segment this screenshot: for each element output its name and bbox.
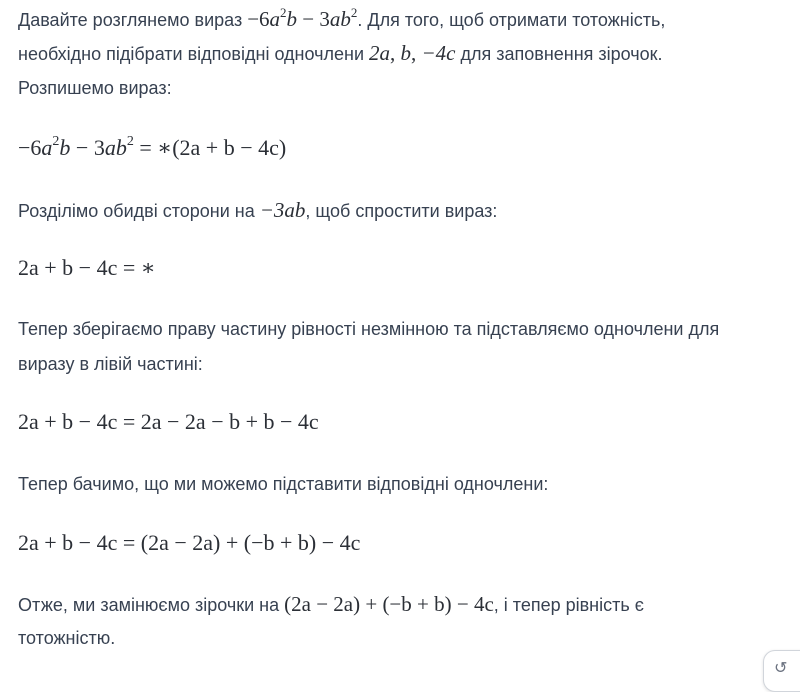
- text: Давайте розглянемо вираз: [18, 10, 248, 30]
- paragraph-keep-right: Тепер зберігаємо праву частину рівності незмінною та підставляємо одночлени для: [18, 319, 720, 339]
- equation-2: 2a + b − 4c = ∗: [18, 255, 156, 280]
- paragraph-divide: [18, 193, 497, 228]
- math-monomials: 2a, b, −4c: [369, 41, 456, 65]
- math-divisor: −3ab: [259, 198, 306, 222]
- paragraph-intro-line3: Розпишемо вираз:: [18, 78, 172, 98]
- paragraph-conclusion: [18, 587, 644, 622]
- text: для заповнення зірочок.: [455, 44, 663, 64]
- equation-1: $-6a^2b - 3ab^2$ = ∗(2a + b − 4c): [18, 134, 287, 160]
- math-expression: $-6a^2b - 3ab^2$: [247, 5, 358, 31]
- paragraph-substitute: Тепер бачимо, що ми можемо підставити відповідні одночлени:: [18, 474, 549, 494]
- paragraph-conclusion-line2: тотожністю.: [18, 628, 116, 648]
- text: . Для того, щоб отримати тотожність,: [357, 10, 666, 30]
- text: необхідно підібрати відповідні одночлени: [18, 44, 369, 64]
- paragraph-intro-line2: [18, 36, 663, 71]
- text: , і тепер рівність є: [493, 595, 644, 615]
- paragraph-keep-right-line2: виразу в лівій частині:: [18, 354, 203, 374]
- text: Отже, ми замінюємо зірочки на: [18, 595, 285, 615]
- paragraph-intro-line1: [18, 2, 665, 37]
- equation-3: 2a + b − 4c = 2a − 2a − b + b − 4c: [18, 409, 319, 434]
- text: Розділімо обидві сторони на: [18, 201, 260, 221]
- text: , щоб спростити вираз:: [305, 201, 498, 221]
- math-final: (2a − 2a) + (−b + b) − 4c: [284, 592, 494, 616]
- regenerate-button[interactable]: [763, 650, 800, 692]
- equation-4: 2a + b − 4c = (2a − 2a) + (−b + b) − 4c: [18, 530, 361, 555]
- refresh-icon: ↺: [774, 660, 788, 677]
